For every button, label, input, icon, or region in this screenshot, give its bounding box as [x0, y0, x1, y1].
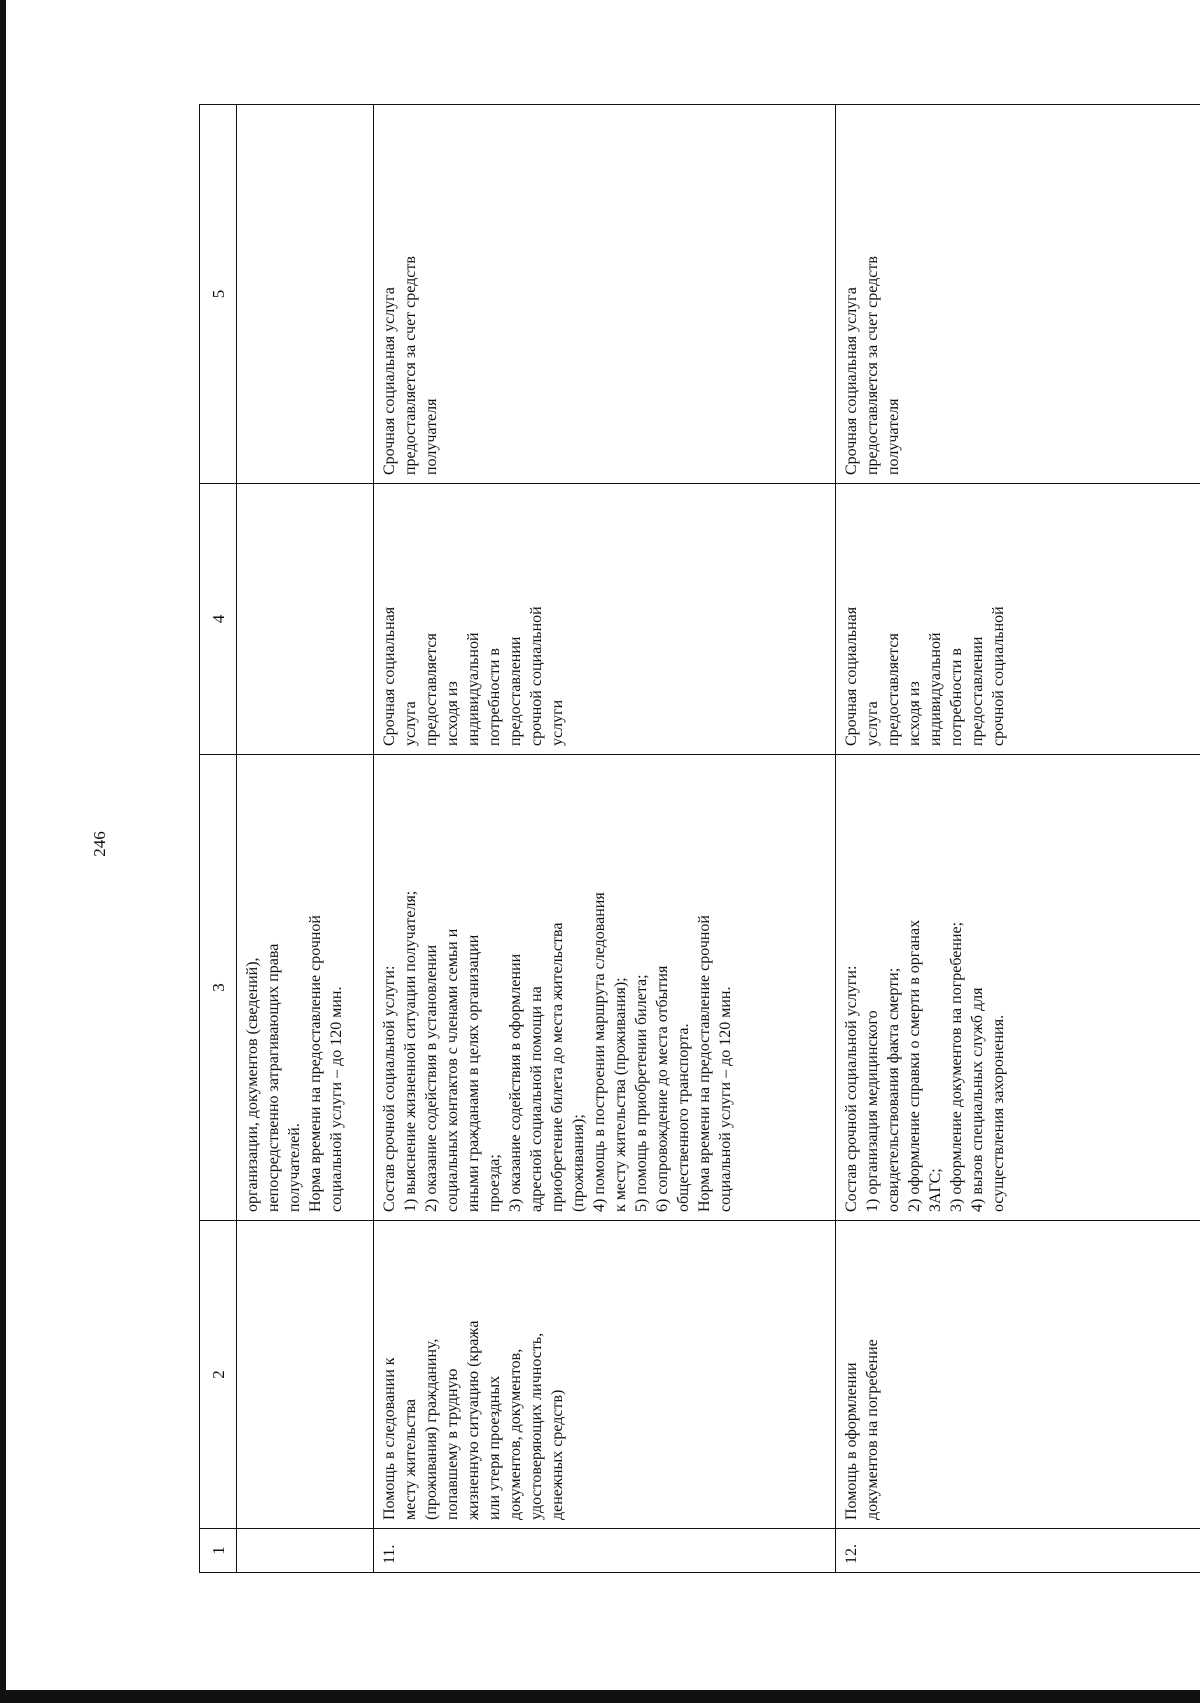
- text-line: непосредственно затрагивающих права: [265, 943, 282, 1212]
- text-line: Срочная социальная услуга: [843, 287, 860, 475]
- text-line: Срочная социальная: [381, 606, 398, 746]
- cell-payment: [836, 105, 1200, 484]
- text-line: Норма времени на предоставление срочной: [696, 915, 713, 1212]
- cell-name: [836, 1221, 1200, 1529]
- cell-payment: [374, 105, 836, 484]
- text-line: предоставляется: [423, 633, 440, 746]
- table-row-continuation: [237, 105, 374, 1573]
- text-line: удостоверяющих личность,: [528, 1332, 545, 1520]
- cell-num: 12.: [836, 1529, 1200, 1573]
- text-line: денежных средств): [549, 1389, 566, 1520]
- text-line: предоставлении: [507, 636, 524, 746]
- header-col-4: 4: [200, 484, 237, 755]
- text-line: услуги: [549, 699, 566, 746]
- scan-edge-bottom: [0, 1690, 1200, 1703]
- cell-num: 11.: [374, 1529, 836, 1573]
- text-line: 2) оказание содействия в установлении: [423, 944, 440, 1212]
- text-line: адресной социальной помощи на: [528, 986, 545, 1212]
- text-line: освидетельствования факта смерти;: [885, 967, 902, 1212]
- text-line: 6) сопровождение до места отбытия: [654, 965, 671, 1212]
- text-line: 5) помощь в приобретении билета;: [633, 974, 650, 1212]
- cell-name: [374, 1221, 836, 1529]
- text-line: документов, документов,: [507, 1348, 524, 1520]
- text-line: 2) оформление справки о смерти в органах: [906, 919, 923, 1212]
- text-line: исходя из: [906, 681, 923, 746]
- header-col-5: 5: [200, 105, 237, 484]
- text-line: исходя из: [444, 681, 461, 746]
- page-number: 246: [90, 831, 109, 857]
- cell-content: [374, 755, 836, 1221]
- text-line: ЗАГС;: [927, 1168, 944, 1212]
- cell-condition: [836, 484, 1200, 755]
- text-line: или утеря проездных: [486, 1375, 503, 1520]
- text-line: предоставляется за счет средств: [864, 256, 881, 475]
- text-line: (проживания) гражданину,: [423, 1338, 440, 1520]
- text-line: социальной услуги – до 120 мин.: [717, 986, 734, 1212]
- text-line: индивидуальной: [927, 632, 944, 746]
- text-line: 4) помощь в построении маршрута следования: [591, 892, 608, 1212]
- text-line: попавшему в трудную: [444, 1368, 461, 1520]
- text-line: жизненную ситуацию (кража: [465, 1320, 482, 1520]
- text-line: потребности в: [948, 648, 965, 746]
- header-col-3: 3: [200, 755, 237, 1221]
- text-line: осуществления захоронения.: [990, 1014, 1007, 1212]
- table-row-12: [836, 105, 1200, 1573]
- text-line: организации, документов (сведений),: [244, 957, 261, 1212]
- text-line: Норма времени на предоставление срочной: [307, 915, 324, 1212]
- text-line: 3) оказание содействия в оформлении: [507, 953, 524, 1212]
- text-line: документов на погребение: [864, 1339, 881, 1520]
- text-line: услуга: [402, 701, 419, 746]
- text-line: Помощь в оформлении: [843, 1362, 860, 1520]
- cell-name: [237, 1221, 374, 1529]
- text-line: 1) выяснение жизненной ситуации получателя;: [402, 890, 419, 1212]
- text-line: предоставляется: [885, 633, 902, 746]
- table-row-11: [374, 105, 836, 1573]
- text-line: проезда;: [486, 1154, 503, 1212]
- cell-num: [237, 1529, 374, 1573]
- text-line: предоставляется за счет средств: [402, 256, 419, 475]
- header-col-1: 1: [200, 1529, 237, 1573]
- text-line: 4) вызов специальных служб для: [969, 987, 986, 1212]
- cell-content: [237, 755, 374, 1221]
- text-line: потребности в: [486, 648, 503, 746]
- text-line: срочной социальной: [990, 606, 1007, 746]
- header-col-2: 2: [200, 1221, 237, 1529]
- text-line: к месту жительства (проживания);: [612, 977, 629, 1212]
- services-table: [199, 104, 1200, 1573]
- rotated-table-frame: [199, 105, 1200, 1573]
- text-line: социальных контактов с членами семьи и: [444, 928, 461, 1212]
- cell-payment: [237, 105, 374, 484]
- text-line: общественного транспорта.: [675, 1023, 692, 1212]
- scan-edge-left: [0, 0, 6, 1703]
- text-line: социальной услуги – до 120 мин.: [328, 986, 345, 1212]
- text-line: получателя: [423, 398, 440, 475]
- cell-condition: [374, 484, 836, 755]
- text-line: 3) оформление документов на погребение;: [948, 921, 965, 1212]
- text-line: (проживания);: [570, 1114, 587, 1212]
- text-line: Срочная социальная: [843, 606, 860, 746]
- text-line: срочной социальной: [528, 606, 545, 746]
- table-header-row: [200, 105, 237, 1573]
- text-line: Состав срочной социальной услуги:: [381, 965, 398, 1212]
- cell-condition: [237, 484, 374, 755]
- text-line: месту жительства: [402, 1398, 419, 1520]
- text-line: получателя: [885, 398, 902, 475]
- text-line: предоставлении: [969, 636, 986, 746]
- text-line: иными гражданами в целях организации: [465, 934, 482, 1212]
- text-line: получателей.: [286, 1123, 303, 1212]
- text-line: индивидуальной: [465, 632, 482, 746]
- text-line: Срочная социальная услуга: [381, 287, 398, 475]
- text-line: 1) организация медицинского: [864, 1010, 881, 1212]
- text-line: приобретение билета до места жительства: [549, 922, 566, 1212]
- text-line: Помощь в следовании к: [381, 1357, 398, 1520]
- cell-content: [836, 755, 1200, 1221]
- text-line: услуга: [864, 701, 881, 746]
- text-line: Состав срочной социальной услуги:: [843, 965, 860, 1212]
